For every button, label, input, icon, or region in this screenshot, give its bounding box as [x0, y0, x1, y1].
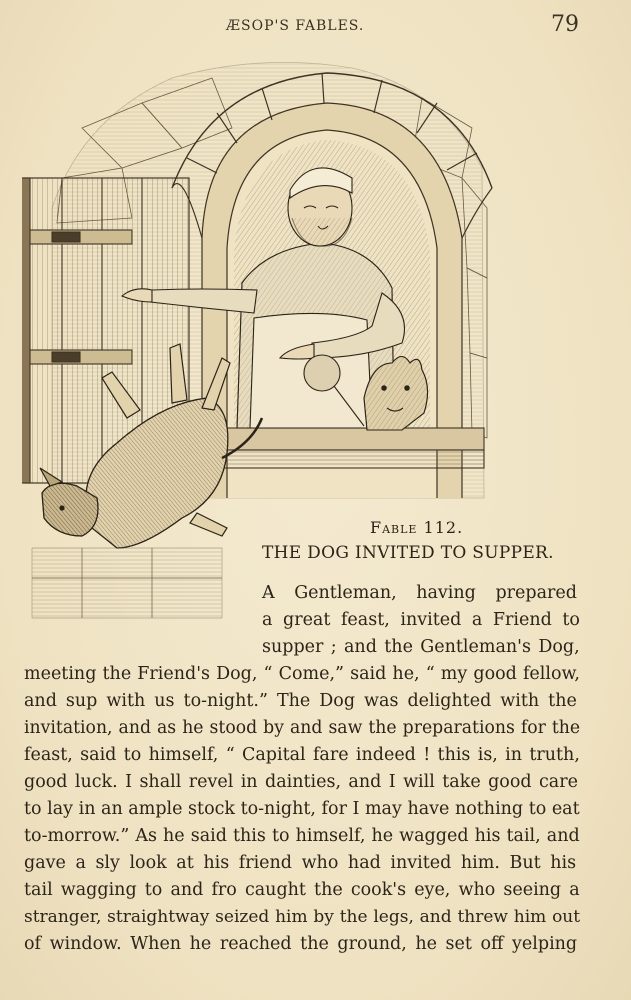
running-head: ÆSOP'S FABLES.	[226, 18, 365, 34]
body-line-14	[24, 934, 580, 956]
fable-title: THE DOG INVITED TO SUPPER.	[262, 543, 554, 563]
body-line-1	[262, 583, 580, 605]
window-sill	[192, 428, 484, 468]
body-text: a great feast, invited a Friend to	[262, 610, 580, 630]
body-text: of window. When he reached the ground, he set off yelping	[24, 934, 578, 954]
body-line-12	[24, 880, 580, 902]
body-line-7	[24, 745, 580, 767]
body-text: meeting the Friend's Dog, “ Come,” said he, “ my good fellow,	[24, 664, 580, 684]
body-text: invitation, and as he stood by and saw the preparations for the	[24, 718, 581, 738]
body-text: and sup with us to-night.” The Dog was delighted with the	[24, 691, 577, 711]
body-text: gave a sly look at his friend who had invited him. But his	[24, 853, 577, 873]
body-text: feast, said to himself, “ Capital fare indeed ! this is, in truth,	[24, 745, 580, 765]
body-text: good luck. I shall revel in dainties, and I will take good care	[24, 772, 578, 792]
body-line-5	[24, 691, 580, 713]
body-line-10	[24, 826, 580, 848]
body-line-4	[24, 664, 580, 686]
body-text: tail wagging to and fro caught the cook's eye, who seeing a	[24, 880, 580, 900]
body-text: stranger, straightway seized him by the legs, and threw him out	[24, 907, 581, 927]
body-text: to lay in an ample stock to-night, for I may have nothing to eat	[24, 799, 580, 819]
body-text: A Gentleman, having prepared	[262, 583, 577, 603]
body-line-3	[262, 637, 580, 659]
body-line-2	[262, 610, 580, 632]
ground-shading	[32, 548, 222, 618]
body-line-9	[24, 799, 580, 821]
body-text: to-morrow.” As he said this to himself, he wagged his tail, and	[24, 826, 580, 846]
body-line-8	[24, 772, 580, 794]
body-line-11	[24, 853, 580, 875]
page-number: 79	[551, 12, 579, 37]
fable-number: Fable 112.	[370, 518, 464, 537]
body-text: supper ; and the Gentleman's Dog,	[262, 637, 580, 657]
body-line-6	[24, 718, 580, 740]
body-line-13	[24, 907, 580, 929]
